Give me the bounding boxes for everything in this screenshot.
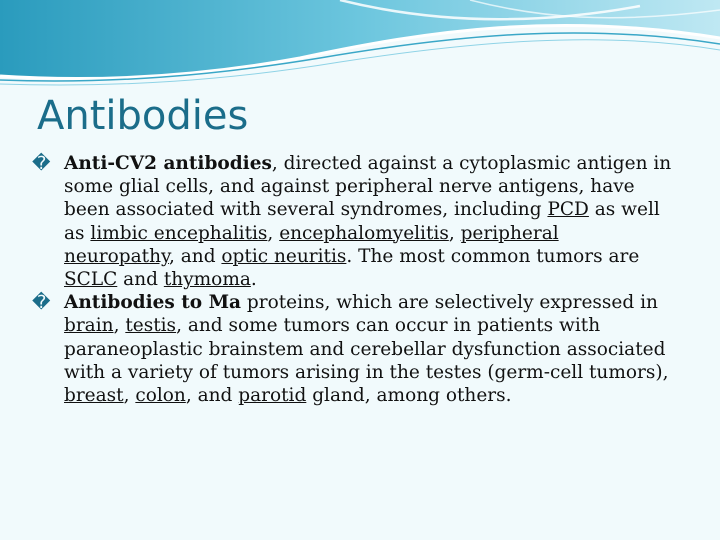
bullet-text: , and: [168, 245, 222, 267]
slide-body: [32, 152, 672, 407]
slide-title: Antibodies: [37, 93, 249, 139]
link-brain[interactable]: brain: [64, 315, 114, 337]
bullet-text: .: [250, 269, 257, 291]
link-optic-neuritis[interactable]: optic neuritis: [221, 245, 347, 267]
bullet-text: , and some tumors can occur in patients with paraneoplastic brainstem and cerebellar dysfunction associated with a variety of tumors arising in the testes (germ-cell tumors),: [64, 315, 669, 383]
link-pcd[interactable]: PCD: [547, 199, 589, 221]
bullet-text: ,: [113, 315, 126, 337]
bullet-text: ,: [123, 385, 136, 407]
bullet-text: and: [117, 269, 164, 291]
bullet-text: ,: [267, 222, 280, 244]
link-limbic-encephalitis[interactable]: limbic encephalitis: [90, 222, 268, 244]
bullet-item: [32, 152, 672, 291]
link-breast[interactable]: breast: [64, 385, 124, 407]
bullet-marker: �: [32, 153, 51, 174]
link-encephalomyelitis[interactable]: encephalomyelitis: [279, 222, 449, 244]
bullet-item: [32, 291, 672, 407]
link-sclc[interactable]: SCLC: [64, 269, 118, 291]
link-thymoma[interactable]: thymoma: [163, 269, 251, 291]
bullet-text: , directed against a cytoplasmic antigen in some glial cells, and against peripheral nerve antigens, have been associated with several syndromes, including: [64, 153, 672, 221]
bullet-text: ,: [448, 222, 461, 244]
bullet-text: as well as: [64, 199, 660, 244]
bullet-lead: Antibodies to Ma: [64, 292, 242, 314]
link-testis[interactable]: testis: [125, 315, 177, 337]
link-parotid[interactable]: parotid: [238, 385, 307, 407]
bullet-marker: �: [32, 292, 51, 314]
bullet-lead: Anti-CV2 antibodies: [64, 153, 272, 174]
bullet-text: , and: [185, 385, 239, 407]
bullet-text: . The most common tumors are: [346, 245, 640, 267]
bullet-text: gland, among others.: [306, 385, 512, 407]
bullet-text: proteins, which are selectively expressed in: [241, 292, 658, 314]
link-peripheral-neuropathy[interactable]: peripheral neuropathy: [64, 222, 559, 267]
link-colon[interactable]: colon: [135, 385, 186, 407]
header-wave-decoration: [0, 0, 720, 90]
